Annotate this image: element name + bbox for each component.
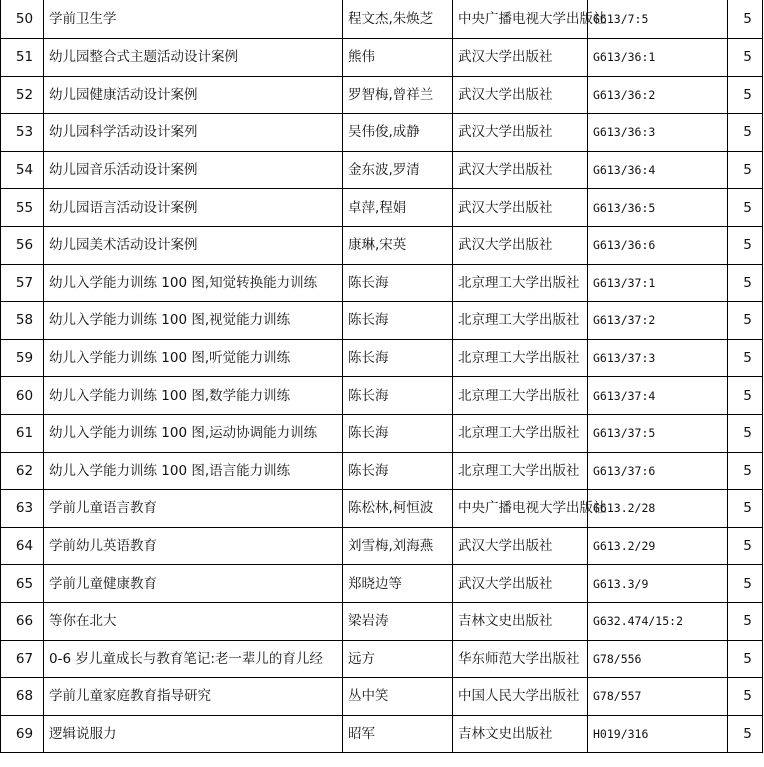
table-row — [1, 226, 763, 264]
book-publisher: 武汉大学出版社 — [453, 527, 588, 565]
book-publisher: 北京理工大学出版社 — [453, 414, 588, 452]
book-publisher: 吉林文史出版社 — [453, 602, 588, 640]
book-publisher: 中央广播电视大学出版社 — [453, 0, 588, 39]
table-row — [1, 527, 763, 565]
book-author: 昭军 — [343, 715, 453, 753]
call-number: G613/36:5 — [588, 189, 728, 227]
book-author: 卓萍,程娟 — [343, 189, 453, 227]
row-number: 68 — [1, 678, 44, 716]
book-author: 陈长海 — [343, 414, 453, 452]
book-title: 幼儿入学能力训练 100 图,数学能力训练 — [44, 377, 343, 415]
row-number: 55 — [1, 189, 44, 227]
book-author: 熊伟 — [343, 39, 453, 77]
table-row — [1, 452, 763, 490]
table-row — [1, 264, 763, 302]
book-title: 幼儿园语言活动设计案例 — [44, 189, 343, 227]
copy-count: 5 — [728, 114, 763, 152]
book-title: 0-6 岁儿童成长与教育笔记:老一辈儿的育儿经 — [44, 640, 343, 678]
copy-count: 5 — [728, 264, 763, 302]
copy-count: 5 — [728, 527, 763, 565]
call-number: H019/316 — [588, 715, 728, 753]
book-author: 康琳,宋英 — [343, 226, 453, 264]
copy-count: 5 — [728, 39, 763, 77]
book-title: 学前儿童家庭教育指导研究 — [44, 678, 343, 716]
table-row — [1, 114, 763, 152]
row-number: 57 — [1, 264, 44, 302]
table-row — [1, 640, 763, 678]
call-number: G613/36:4 — [588, 151, 728, 189]
row-number: 50 — [1, 0, 44, 39]
row-number: 61 — [1, 414, 44, 452]
copy-count: 5 — [728, 189, 763, 227]
book-author: 梁岩涛 — [343, 602, 453, 640]
book-title: 幼儿入学能力训练 100 图,知觉转换能力训练 — [44, 264, 343, 302]
copy-count: 5 — [728, 414, 763, 452]
copy-count: 5 — [728, 678, 763, 716]
copy-count: 5 — [728, 715, 763, 753]
book-author: 远方 — [343, 640, 453, 678]
book-author: 陈长海 — [343, 452, 453, 490]
book-author: 陈松林,柯恒波 — [343, 490, 453, 528]
book-title: 等你在北大 — [44, 602, 343, 640]
call-number: G613/37:4 — [588, 377, 728, 415]
row-number: 59 — [1, 339, 44, 377]
book-author: 陈长海 — [343, 339, 453, 377]
book-publisher: 北京理工大学出版社 — [453, 377, 588, 415]
book-publisher: 中国人民大学出版社 — [453, 678, 588, 716]
row-number: 67 — [1, 640, 44, 678]
copy-count: 5 — [728, 0, 763, 39]
row-number: 56 — [1, 226, 44, 264]
book-title: 学前卫生学 — [44, 0, 343, 39]
table-row — [1, 678, 763, 716]
book-title: 幼儿入学能力训练 100 图,视觉能力训练 — [44, 302, 343, 340]
book-title: 幼儿园健康活动设计案例 — [44, 76, 343, 114]
copy-count: 5 — [728, 151, 763, 189]
book-publisher: 中央广播电视大学出版社 — [453, 490, 588, 528]
book-title: 幼儿园整合式主题活动设计案例 — [44, 39, 343, 77]
book-author: 陈长海 — [343, 377, 453, 415]
book-title: 幼儿园音乐活动设计案例 — [44, 151, 343, 189]
book-author: 陈长海 — [343, 264, 453, 302]
book-title: 幼儿园科学活动设计案列 — [44, 114, 343, 152]
row-number: 51 — [1, 39, 44, 77]
row-number: 64 — [1, 527, 44, 565]
book-author: 吴伟俊,成静 — [343, 114, 453, 152]
book-publisher: 北京理工大学出版社 — [453, 264, 588, 302]
copy-count: 5 — [728, 640, 763, 678]
call-number: G613/37:2 — [588, 302, 728, 340]
row-number: 63 — [1, 490, 44, 528]
table-row — [1, 565, 763, 603]
row-number: 65 — [1, 565, 44, 603]
table-row — [1, 151, 763, 189]
book-publisher: 北京理工大学出版社 — [453, 302, 588, 340]
book-title: 学前儿童语言教育 — [44, 490, 343, 528]
table-row — [1, 339, 763, 377]
book-publisher: 北京理工大学出版社 — [453, 339, 588, 377]
table-row — [1, 490, 763, 528]
book-title: 学前儿童健康教育 — [44, 565, 343, 603]
call-number: G613.2/28 — [588, 490, 728, 528]
row-number: 54 — [1, 151, 44, 189]
row-number: 62 — [1, 452, 44, 490]
call-number: G613/37:6 — [588, 452, 728, 490]
book-author: 程文杰,朱焕芝 — [343, 0, 453, 39]
copy-count: 5 — [728, 226, 763, 264]
copy-count: 5 — [728, 490, 763, 528]
row-number: 52 — [1, 76, 44, 114]
table-row — [1, 189, 763, 227]
book-title: 幼儿入学能力训练 100 图,运动协调能力训练 — [44, 414, 343, 452]
book-publisher: 武汉大学出版社 — [453, 114, 588, 152]
call-number: G632.474/15:2 — [588, 602, 728, 640]
book-publisher: 武汉大学出版社 — [453, 565, 588, 603]
table-row — [1, 76, 763, 114]
call-number: G613/36:2 — [588, 76, 728, 114]
book-publisher: 武汉大学出版社 — [453, 151, 588, 189]
book-publisher: 武汉大学出版社 — [453, 76, 588, 114]
book-publisher: 武汉大学出版社 — [453, 39, 588, 77]
call-number: G613/36:1 — [588, 39, 728, 77]
book-author: 刘雪梅,刘海燕 — [343, 527, 453, 565]
table-row — [1, 0, 763, 39]
call-number: G613/36:3 — [588, 114, 728, 152]
book-publisher: 武汉大学出版社 — [453, 189, 588, 227]
call-number: G613/36:6 — [588, 226, 728, 264]
book-title: 幼儿园美术活动设计案例 — [44, 226, 343, 264]
table-row — [1, 377, 763, 415]
book-author: 陈长海 — [343, 302, 453, 340]
book-list-body — [1, 0, 763, 753]
table-row — [1, 602, 763, 640]
copy-count: 5 — [728, 377, 763, 415]
book-title: 幼儿入学能力训练 100 图,语言能力训练 — [44, 452, 343, 490]
copy-count: 5 — [728, 565, 763, 603]
call-number: G613/37:5 — [588, 414, 728, 452]
book-title: 逻辑说服力 — [44, 715, 343, 753]
row-number: 53 — [1, 114, 44, 152]
call-number: G78/556 — [588, 640, 728, 678]
copy-count: 5 — [728, 302, 763, 340]
book-publisher: 北京理工大学出版社 — [453, 452, 588, 490]
call-number: G613/7:5 — [588, 0, 728, 39]
table-row — [1, 414, 763, 452]
call-number: G613.2/29 — [588, 527, 728, 565]
book-title: 幼儿入学能力训练 100 图,听觉能力训练 — [44, 339, 343, 377]
table-row — [1, 39, 763, 77]
row-number: 58 — [1, 302, 44, 340]
call-number: G613/37:1 — [588, 264, 728, 302]
table-row — [1, 715, 763, 753]
book-publisher: 吉林文史出版社 — [453, 715, 588, 753]
call-number: G78/557 — [588, 678, 728, 716]
book-publisher: 华东师范大学出版社 — [453, 640, 588, 678]
book-publisher: 武汉大学出版社 — [453, 226, 588, 264]
copy-count: 5 — [728, 76, 763, 114]
row-number: 69 — [1, 715, 44, 753]
copy-count: 5 — [728, 452, 763, 490]
call-number: G613/37:3 — [588, 339, 728, 377]
copy-count: 5 — [728, 339, 763, 377]
book-author: 金东波,罗清 — [343, 151, 453, 189]
call-number: G613.3/9 — [588, 565, 728, 603]
row-number: 60 — [1, 377, 44, 415]
book-title: 学前幼儿英语教育 — [44, 527, 343, 565]
book-author: 罗智梅,曾祥兰 — [343, 76, 453, 114]
book-author: 郑晓边等 — [343, 565, 453, 603]
table-row — [1, 302, 763, 340]
book-author: 丛中笑 — [343, 678, 453, 716]
copy-count: 5 — [728, 602, 763, 640]
row-number: 66 — [1, 602, 44, 640]
